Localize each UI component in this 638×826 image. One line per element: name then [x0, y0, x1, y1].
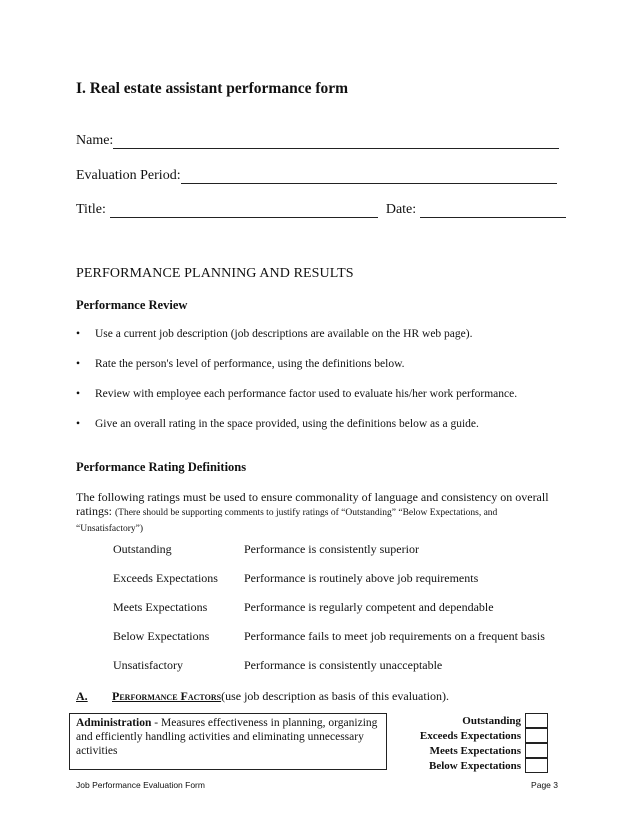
- performance-factors-note: (use job description as basis of this evaluation).: [221, 689, 450, 703]
- title-label: Title:: [76, 202, 106, 217]
- name-label: Name:: [76, 133, 114, 148]
- rating-term: Unsatisfactory: [113, 658, 183, 672]
- factor-name: Administration: [76, 717, 152, 729]
- intro-main: The following ratings must be used to ensure commonality of language and consistency on overall ratings:: [76, 490, 549, 518]
- bullet-icon: •: [76, 328, 81, 340]
- title-date-field: [76, 202, 566, 218]
- scale-row-below: [388, 758, 548, 773]
- rating-definition: Performance fails to meet job requirements on a frequent basis: [244, 629, 545, 643]
- rating-row: [113, 571, 478, 586]
- rating-term: Outstanding: [113, 542, 172, 556]
- bullet-icon: •: [76, 358, 81, 370]
- rating-definitions-heading: Performance Rating Definitions: [76, 460, 247, 474]
- rating-row: [113, 542, 419, 557]
- scale-label: Meets Expectations: [429, 744, 521, 757]
- scale-label: Below Expectations: [429, 759, 521, 772]
- title-line[interactable]: [110, 203, 378, 218]
- rating-checkbox[interactable]: [525, 728, 548, 743]
- rating-checkbox[interactable]: [525, 743, 548, 758]
- evaluation-period-field: [76, 168, 557, 184]
- performance-review-heading: Performance Review: [76, 298, 188, 312]
- scale-row-outstanding: [388, 713, 548, 728]
- rating-definition: Performance is consistently superior: [244, 542, 419, 556]
- rating-term: Meets Expectations: [113, 600, 208, 614]
- list-item: • Rate the person's level of performance, using the definitions below.: [76, 358, 405, 370]
- rating-row: [113, 600, 494, 615]
- list-item: • Review with employee each performance factor used to evaluate his/her work performance.: [76, 388, 518, 400]
- rating-row: [113, 658, 442, 673]
- rating-term: Exceeds Expectations: [113, 571, 218, 585]
- rating-term: Below Expectations: [113, 629, 210, 643]
- scale-label: Outstanding: [462, 714, 521, 727]
- date-line[interactable]: [420, 203, 566, 218]
- rating-scale: [388, 713, 548, 773]
- list-item: • Give an overall rating in the space provided, using the definitions below as a guide.: [76, 418, 479, 430]
- performance-factors-title: Performance Factors: [112, 689, 222, 703]
- administration-factor-box: [69, 713, 387, 770]
- rating-checkbox[interactable]: [525, 713, 548, 728]
- scale-label: Exceeds Expectations: [419, 729, 521, 742]
- bullet-icon: •: [76, 418, 81, 430]
- evaluation-period-line[interactable]: [181, 169, 557, 184]
- bullet-icon: •: [76, 388, 81, 400]
- section-letter: A.: [76, 689, 88, 703]
- rating-checkbox[interactable]: [525, 758, 548, 773]
- rating-definition: Performance is routinely above job requirements: [244, 571, 479, 585]
- evaluation-period-label: Evaluation Period:: [76, 168, 181, 183]
- rating-definition: Performance is consistently unacceptable: [244, 658, 443, 672]
- performance-factors-heading: [76, 689, 449, 704]
- intro-note: (There should be supporting comments to justify ratings of “Outstanding” “Below Expectations, and “Unsatisfactory”): [76, 508, 498, 534]
- footer-left: Job Performance Evaluation Form: [76, 780, 205, 790]
- rating-definitions-intro: [76, 490, 556, 536]
- factor-description: - Measures effectiveness in planning, organizing and efficiently handling activities and eliminating unnecessary activities: [76, 717, 378, 757]
- rating-definition: Performance is regularly competent and dependable: [244, 600, 494, 614]
- footer-page-number: Page 3: [531, 780, 558, 790]
- name-line[interactable]: [113, 134, 559, 149]
- date-label: Date:: [385, 202, 417, 217]
- section-heading: PERFORMANCE PLANNING AND RESULTS: [76, 266, 354, 281]
- scale-row-meets: [388, 743, 548, 758]
- scale-row-exceeds: [388, 728, 548, 743]
- name-field: [76, 133, 559, 149]
- list-item: • Use a current job description (job descriptions are available on the HR web page).: [76, 328, 473, 340]
- rating-row: [113, 629, 545, 644]
- form-title: I. Real estate assistant performance form: [76, 80, 349, 97]
